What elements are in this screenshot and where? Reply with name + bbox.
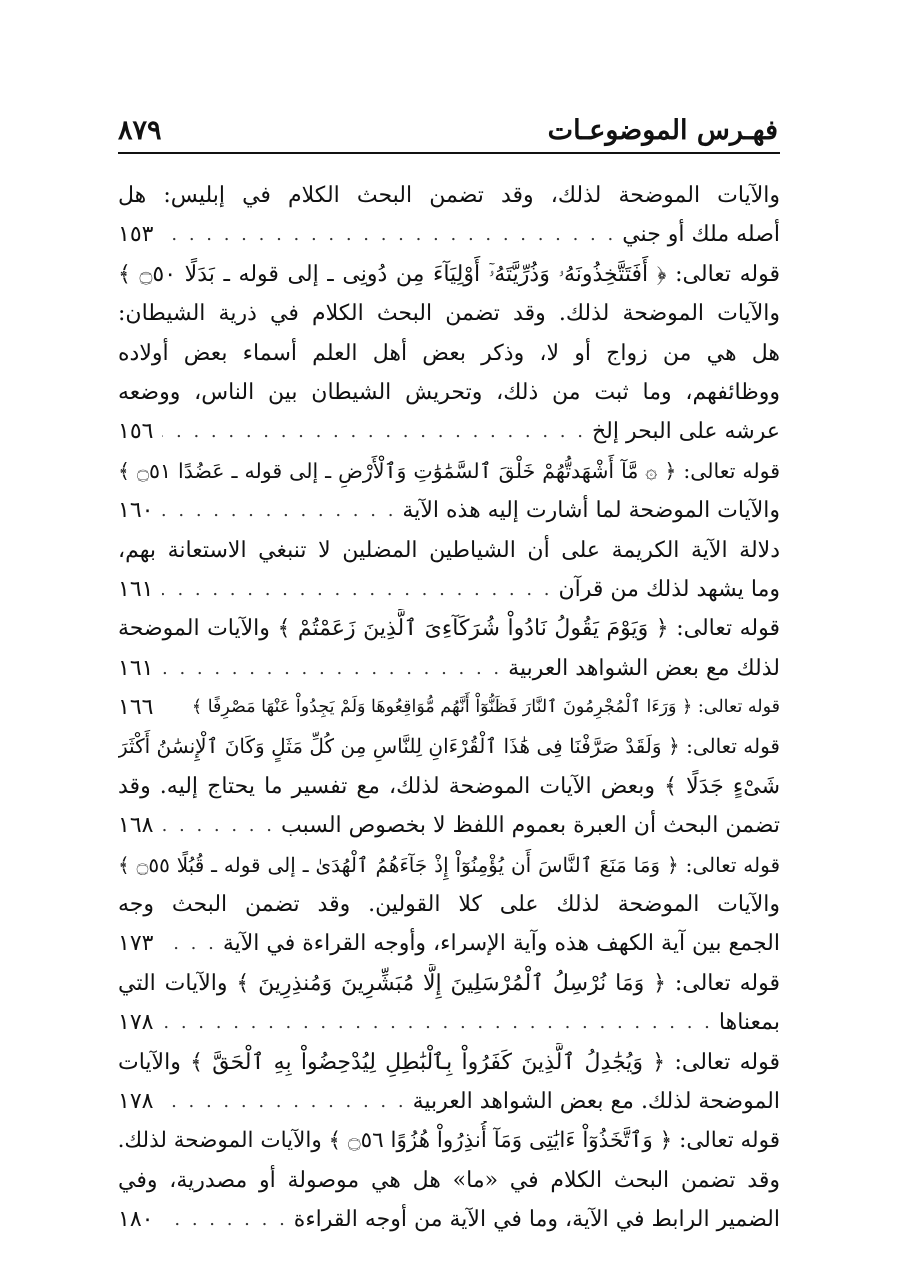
index-entry-line [118,1200,780,1239]
text-line [118,609,780,648]
dot-leader [162,215,622,254]
page-header [118,104,778,150]
index-entry-line [118,649,780,688]
dot-leader [162,1003,719,1042]
text-line [118,531,780,570]
dot-leader [162,1082,413,1121]
text-line [118,255,780,294]
text-line [118,767,780,806]
index-entry-line [118,1082,780,1121]
entry-page-number: ١٥٣ [118,222,154,248]
entry-page-number: ١٦٨ [118,813,154,839]
text-line [118,176,780,215]
text-line [118,964,780,1003]
index-entry-line [118,806,780,845]
entry-text: الجمع بين آية الكهف هذه وآية الإسراء، وأوجه القراءة في الآية [222,931,780,957]
text-line [118,452,780,491]
dot-leader [162,1200,294,1239]
line-text: قوله تعالى: ﴿ وَمَا مَنَعَ ٱلنَّاسَ أَن يُؤْمِنُوٓاْ إِذْ جَآءَهُمُ ٱلْهُدَىٰ ـ إلى قوله ـ قُبُلًا ۝٥٥ ﴾ [118,852,780,877]
index-entry-line [118,412,780,451]
entry-text: بمعناها [718,1010,780,1036]
dot-leader [162,491,402,530]
line-text: قوله تعالى: ﴿ أَفَتَتَّخِذُونَهُۥ وَذُرِّيَّتَهُۥٓ أَوْلِيَآءَ مِن دُونِى ـ إلى قوله ـ بَدَلًا ۝٥٠ ﴾ [118,261,780,287]
line-text: قوله تعالى: ﴿ وَيَوْمَ يَقُولُ نَادُواْ شُرَكَآءِىَ ٱلَّذِينَ زَعَمْتُمْ ﴾ والآيات الموضحة [118,616,780,642]
text-line [118,1043,780,1082]
index-body [118,176,780,1240]
entry-page-number: ١٦٠ [118,498,154,524]
text-line [118,846,780,885]
text-line [118,373,780,412]
header-title: فهـرس الموضوعـات [547,115,778,146]
entry-text: تضمن البحث أن العبرة بعموم اللفظ لا بخصوص السبب [280,813,780,839]
entry-page-number: ١٦١ [118,576,154,602]
line-text: ووظائفهم، وما ثبت من ذلك، وتحريش الشيطان بين الناس، ووضعه [118,379,780,405]
index-entry-line [118,688,780,727]
line-text: قوله تعالى: ﴿ وَيُجَٰدِلُ ٱلَّذِينَ كَفَرُواْ بِٱلْبَٰطِلِ لِيُدْحِضُواْ بِهِ ٱلْحَقَّ ﴾ والآيات [118,1049,780,1075]
entry-text: لذلك مع بعض الشواهد العربية [508,655,780,681]
entry-text: أصله ملك أو جني [622,222,780,248]
entry-text: قوله تعالى: ﴿ وَرَءَا ٱلْمُجْرِمُونَ ٱلنَّارَ فَظَنُّوٓاْ أَنَّهُم مُّوَاقِعُوهَا وَلَمْ يَجِدُواْ عَنْهَا مَصْرِفًا ﴾ [191,697,780,718]
line-text: قوله تعالى: ﴿ وَلَقَدْ صَرَّفْنَا فِى هَٰذَا ٱلْقُرْءَانِ لِلنَّاسِ مِن كُلِّ مَثَلٍ وَكَانَ ٱلْإِنسَٰنُ أَكْثَرَ [118,734,780,759]
text-line [118,885,780,924]
index-entry-line [118,570,780,609]
line-text: وقد تضمن البحث الكلام في «ما» هل هي موصولة أو مصدرية، وفي [118,1167,780,1193]
line-text: دلالة الآية الكريمة على أن الشياطين المضلين لا تنبغي الاستعانة بهم، [118,537,780,563]
line-text: قوله تعالى: ﴿ ۞ مَّآ أَشْهَدتُّهُمْ خَلْقَ ٱلسَّمَٰوَٰتِ وَٱلْأَرْضِ ـ إلى قوله ـ عَضُدًا ۝٥١ ﴾ [118,458,780,483]
line-text: والآيات الموضحة لذلك، وقد تضمن البحث الكلام في إبليس: هل [118,183,780,208]
entry-text: وما يشهد لذلك من قرآن [558,576,780,602]
line-text: والآيات الموضحة لذلك على كلا القولين. وقد تضمن البحث وجه [118,892,780,918]
entry-page-number: ١٦١ [118,655,154,681]
text-line [118,1121,780,1160]
entry-page-number: ١٦٦ [118,695,154,721]
text-line [118,727,780,766]
entry-page-number: ١٧٨ [118,1010,154,1036]
dot-leader [162,570,559,609]
line-text: قوله تعالى: ﴿ وَمَا نُرْسِلُ ٱلْمُرْسَلِينَ إِلَّا مُبَشِّرِينَ وَمُنذِرِينَ ﴾ والآيات التي [118,970,780,996]
page-number: ٨٧٩ [118,115,162,146]
index-entry-line [118,1003,780,1042]
index-entry-line [118,215,780,254]
dot-leader [162,412,592,451]
index-entry-line [118,491,780,530]
entry-page-number: ١٥٦ [118,419,154,445]
entry-text: الضمير الرابط في الآية، وما في الآية من أوجه القراءة [293,1207,780,1233]
dot-leader [162,924,223,963]
header-divider [118,152,780,154]
line-text: شَىْءٍ جَدَلًا ﴾ وبعض الآيات الموضحة لذلك، مع تفسير ما يحتاج إليه. وقد [118,773,780,799]
line-text: والآيات الموضحة لذلك. وقد تضمن البحث الكلام في ذرية الشيطان: [118,301,780,327]
entry-text: الموضحة لذلك. مع بعض الشواهد العربية [412,1088,780,1114]
entry-text: عرشه على البحر إلخ [591,419,780,445]
entry-page-number: ١٧٣ [118,931,154,957]
entry-page-number: ١٧٨ [118,1088,154,1114]
line-text: قوله تعالى: ﴿ وَٱتَّخَذُوٓاْ ءَايَٰتِى وَمَآ أُنذِرُواْ هُزُوًا ۝٥٦ ﴾ والآيات الموضحة لذلك. [118,1128,780,1154]
dot-leader [162,649,508,688]
text-line [118,1161,780,1200]
text-line [118,334,780,373]
entry-text: والآيات الموضحة لما أشارت إليه هذه الآية [402,498,780,524]
line-text: هل هي من زواج أو لا، وذكر بعض أهل العلم أسماء بعض أولاده [118,340,780,366]
index-entry-line [118,924,780,963]
entry-page-number: ١٨٠ [118,1207,154,1233]
text-line [118,294,780,333]
dot-leader [162,806,281,845]
